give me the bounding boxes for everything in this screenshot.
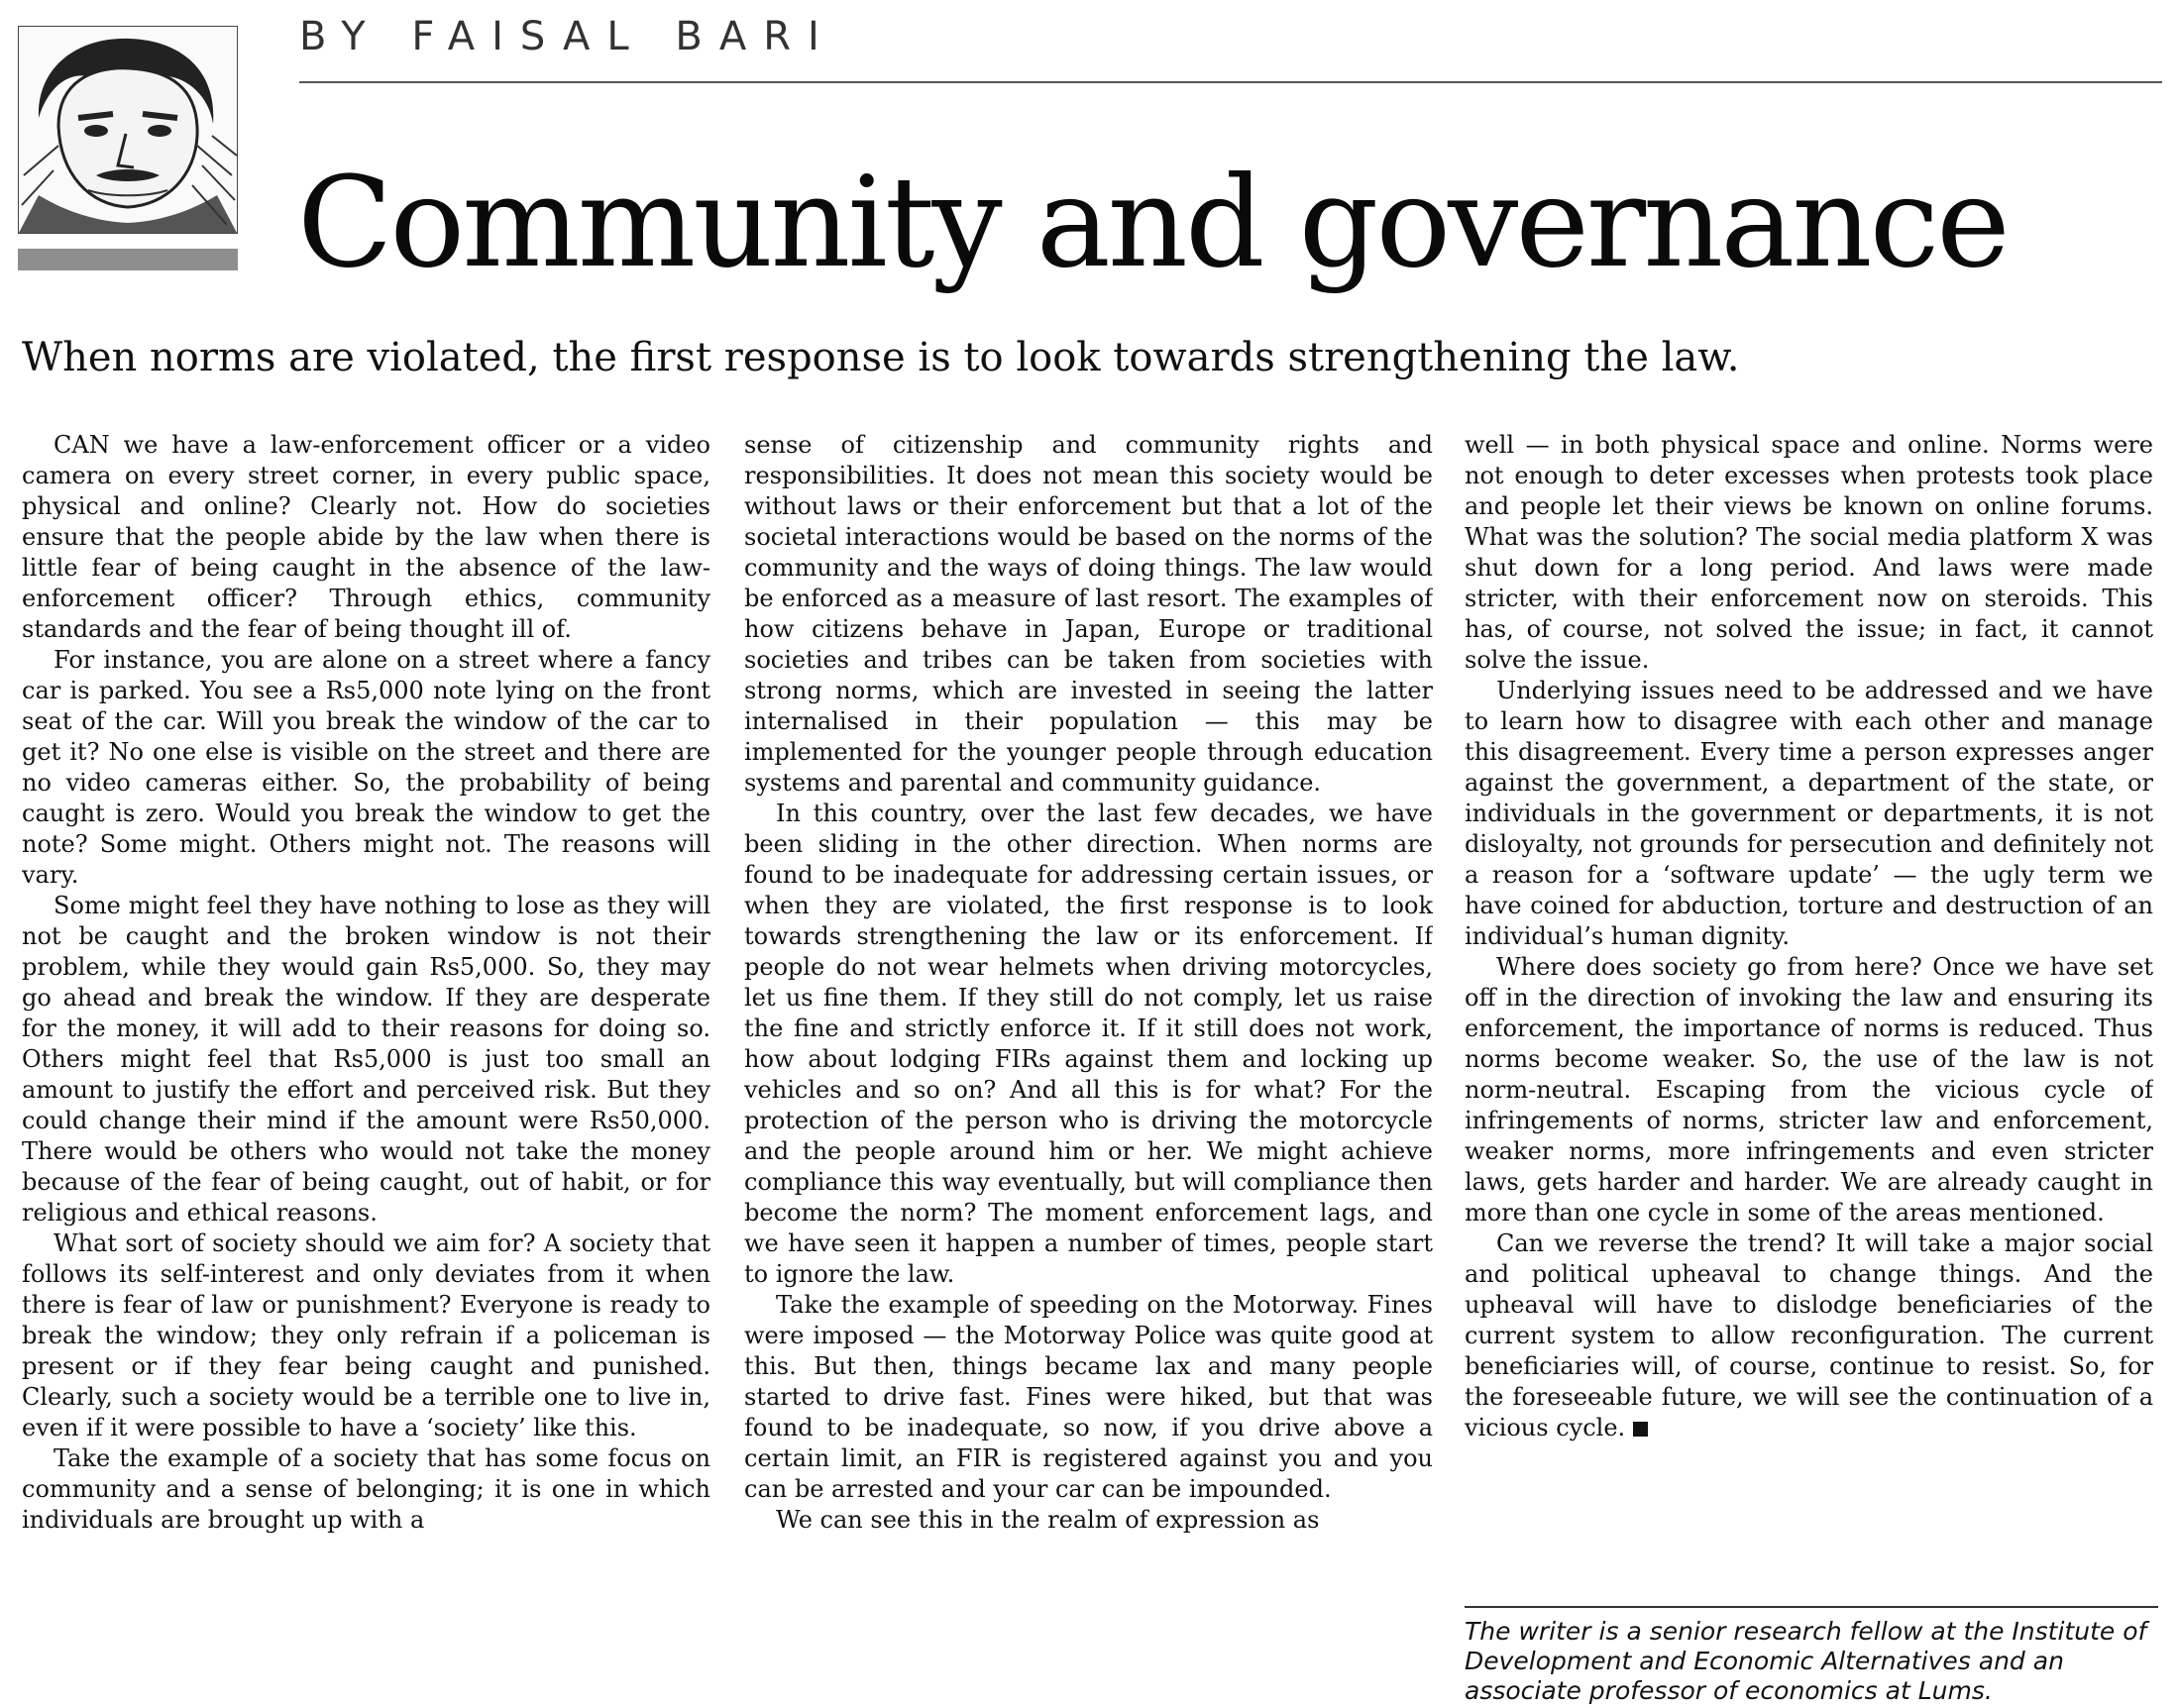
portrait-accent-bar bbox=[18, 249, 238, 270]
headline: Community and governance bbox=[297, 150, 2008, 295]
paragraph: What sort of society should we aim for? A society that follows its self-interest and only deviates from it when there is fear of law or punishment? Everyone is ready to break the window; they only refrain if a policeman is present or if they fear being caught and punished. Clearly, such a society would be a terrible one to live in, even if it were possible to have a ‘society’ like this. bbox=[22, 1229, 710, 1441]
paragraph: Take the example of speeding on the Motorway. Fines were imposed — the Motorway Police was quite good at this. But then, things became lax and many people started to drive fast. Fines were hiked, but that was found to be inadequate, so now, if you drive above a certain limit, an FIR is registered against you and you can be arrested and your car can be impounded. bbox=[744, 1291, 1433, 1503]
byline: BY FAISAL BARI bbox=[299, 14, 836, 59]
paragraph: In this country, over the last few decades, we have been sliding in the other direction. When norms are found to be inadequate for addressing certain issues, or when they are violated, the first response is to look towards strengthening the law or its enforcement. If people do not wear helmets when driving motorcycles, let us fine them. If they still do not comply, let us raise the fine and strictly enforce it. If it still does not work, how about lodging FIRs against them and locking up vehicles and so on? And all this is for what? For the protection of the person who is driving the motorcycle and the people around him or her. We might achieve compliance this way eventually, but will compliance then become the norm? The moment enforcement lags, and we have seen it happen a number of times, people start to ignore the law. bbox=[744, 800, 1433, 1288]
author-bio: The writer is a senior research fellow at the Institute of Development and Economic Alternatives and an associate professor of economics at Lums. bbox=[1465, 1617, 2147, 1705]
article-column-3 bbox=[1465, 430, 2153, 1599]
article-column-1 bbox=[22, 430, 710, 1708]
end-mark-icon bbox=[1633, 1422, 1648, 1437]
paragraph: Underlying issues need to be addressed and we have to learn how to disagree with each other and manage this disagreement. Every time a person expresses anger against the government, a department of the state, or individuals in the government or departments, it is not disloyalty, not grounds for persecution and definitely not a reason for a ‘software update’ — the ugly term we have coined for abduction, torture and destruction of an individual’s human dignity. bbox=[1465, 677, 2153, 950]
paragraph-text: Can we reverse the trend? It will take a major social and political upheaval to change things. And the upheaval will have to dislodge beneficiaries of the current system to allow reconfiguration. The current beneficiaries will, of course, continue to resist. So, for the foreseeable future, we will see the continuation of a vicious cycle. bbox=[1465, 1229, 2153, 1441]
paragraph: For instance, you are alone on a street where a fancy car is parked. You see a Rs5,000 note lying on the front seat of the car. Will you break the window of the car to get it? No one else is visible on the street and there are no video cameras either. So, the probability of being caught is zero. Would you break the window to get the note? Some might. Others might not. The reasons will vary. bbox=[22, 646, 710, 889]
article-column-2 bbox=[744, 430, 1433, 1708]
paragraph: Take the example of a society that has some focus on community and a sense of belonging; it is one in which individuals are brought up with a bbox=[22, 1444, 710, 1534]
paragraph bbox=[1465, 1228, 2153, 1443]
author-sketch-image bbox=[19, 27, 237, 233]
author-portrait bbox=[18, 26, 238, 234]
paragraph: well — in both physical space and online. Norms were not enough to deter excesses when protests took place and people let their views be known on online forums. What was the solution? The social media platform X was shut down for a long period. And laws were made stricter, with their enforcement now on steroids. This has, of course, not solved the issue; in fact, it cannot solve the issue. bbox=[1465, 431, 2153, 674]
paragraph: CAN we have a law-enforcement officer or a video camera on every street corner, in every public space, physical and online? Clearly not. How do societies ensure that the people abide by the law when there is little fear of being caught in the absence of the law-enforcement officer? Through ethics, community standards and the fear of being thought ill of. bbox=[22, 431, 710, 643]
paragraph: Where does society go from here? Once we have set off in the direction of invoking the law and ensuring its enforcement, the importance of norms is reduced. Thus norms become weaker. So, the use of the law is not norm-neutral. Escaping from the vicious cycle of infringements of norms, stricter law and enforcement, weaker norms, more infringements and even stricter laws, gets harder and harder. We are already caught in more than one cycle in some of the areas mentioned. bbox=[1465, 953, 2153, 1227]
paragraph: We can see this in the realm of expression as bbox=[776, 1506, 1320, 1534]
bio-rule bbox=[1465, 1606, 2158, 1608]
paragraph: sense of citizenship and community rights and responsibilities. It does not mean this society would be without laws or their enforcement but that a lot of the societal interactions would be based on the norms of the community and the ways of doing things. The law would be enforced as a measure of last resort. The examples of how citizens behave in Japan, Europe or traditional societies and tribes can be taken from societies with strong norms, which are invested in seeing the latter internalised in their population — this may be implemented for the younger people through education systems and parental and community guidance. bbox=[744, 431, 1433, 797]
paragraph: Some might feel they have nothing to lose as they will not be caught and the broken window is not their problem, while they would gain Rs5,000. So, they may go ahead and break the window. If they are desperate for the money, it will add to their reasons for doing so. Others might feel that Rs5,000 is just too small an amount to justify the effort and perceived risk. But they could change their mind if the amount were Rs50,000. There would be others who would not take the money because of the fear of being caught, out of habit, or for religious and ethical reasons. bbox=[22, 892, 710, 1227]
standfirst: When norms are violated, the first response is to look towards strengthening the law. bbox=[22, 335, 1740, 380]
header-rule bbox=[299, 81, 2162, 83]
